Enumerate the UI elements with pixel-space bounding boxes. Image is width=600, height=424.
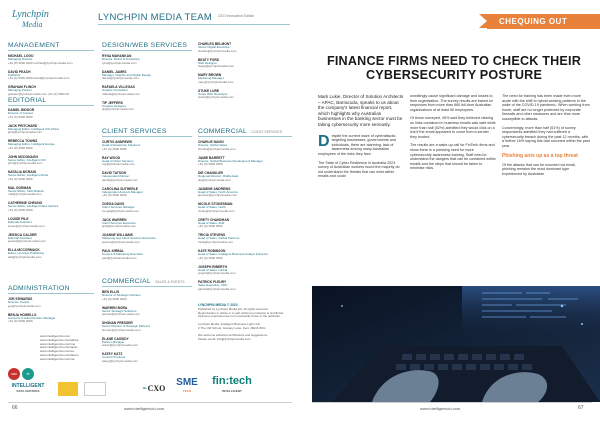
staff-name: WARREN BORA [102,305,128,310]
staff-role: Director, Global Sales [198,143,228,147]
staff-role: Senior Editor, Intelligent Africa [8,173,49,178]
section-heading-design: DESIGN/WEB SERVICES [102,42,192,51]
staff-entry [102,140,192,151]
staff-role: Head of Sales, North America [198,189,238,194]
staff-contact[interactable]: nicole@lynchpinmedia.com [198,208,235,213]
staff-role: Senior Editor, CEO Bulletin [8,188,45,193]
staff-name: NATALIA MCRAIN [8,170,36,175]
staff-role: Content & Marketing Executive [102,252,144,257]
staff-contact[interactable]: charles@lynchpinmedia.com [198,48,237,53]
staff-entry [198,156,292,167]
staff-contact[interactable]: louise@lynchpinmedia.com [8,223,45,228]
purple-brand-logo [84,382,106,396]
staff-entry [102,187,192,198]
staff-role: Managing Director [8,57,33,61]
staff-name: SHONAN FRESSER [102,321,133,326]
article-intro: Mark Lukie, Director of Solution Architects – APAC, Barracuda, speaks to us about the company's latest financial report, which highlights why Australian businesses in the banking sector must be taking cybersecurity more seriously. [318,94,404,127]
staff-role: Web Designer [198,60,217,65]
staff-name: RAY WOOD [102,155,121,160]
staff-role: Senior Editor, Intelligent CIO [8,157,46,162]
staff-role: Managing Partner [8,88,32,93]
staff-role: Marketing Manager [198,76,224,81]
article-paragraph: The results are a wake-up call for FinTech firms and show there is a pressing need for more cybersecurity awareness training. Staff need to understand the dangers that can be contained within emails and the steps that should be taken to minimise risks. [410,143,496,171]
cio-mini-logo: CIO [8,368,20,380]
staff-entry [198,140,292,151]
address-line: Lynchpin Media, Intelligent Business Light Unit [198,321,260,326]
staff-role: Director, Brand & Production [102,57,141,61]
staff-entry [8,155,94,166]
staff-role: Client Services Executive [102,220,136,225]
address-line: Reproduction in whole or in part without permission is prohibited. [198,310,284,315]
article-column-3 [502,94,590,180]
staff-contact[interactable]: stuke@lynchpinmedia.com [198,95,234,100]
staff-contact[interactable]: tricia@lynchpinmedia.com [198,240,234,245]
section-heading-administration: ADMINISTRATION [8,285,94,294]
address-line: We welcome editorial contributions and suggestions. [198,333,268,338]
staff-contact[interactable]: ella@lynchpinmedia.com [8,254,42,259]
staff-contact[interactable]: +61 (0) 3000 0000 [8,319,33,324]
staff-contact[interactable]: +61 (0) 3000 0000 [198,224,223,229]
staff-name: NICOLE STOKESMAN [198,202,233,207]
staff-contact[interactable]: graham@lynchpinmedia.com +61 (0) 0000 00 [8,91,69,96]
staff-entry [102,321,192,332]
staff-entry [8,233,94,244]
staff-role: Accounts & Administration Manager [8,315,56,320]
staff-entry [102,85,192,96]
staff-entry [198,218,292,229]
article-paragraph: The State of Cyber Resilience in Australia 2023 survey of Australian workers found the majority do not understand the threats that can exist within emails and could [318,160,400,179]
staff-entry [198,233,292,244]
web-address-link[interactable]: www.intelligentcio.com/me [40,341,76,346]
staff-name: JOHN MCDONAGH [8,154,38,159]
commercial-client-list [198,140,292,296]
staff-entry [8,108,94,119]
staff-name: RAFAELA VILLEGAS [102,85,135,90]
staff-role: Graphic Consultant [102,88,128,93]
staff-entry [8,248,94,259]
staff-name: TRICIA STEVENS [198,233,226,238]
staff-name: ZOEGA DAVIS [102,202,125,207]
staff-name: GRAHAM FLINCH [8,85,36,90]
staff-name: JOE EDWARDS [8,297,33,301]
staff-name: BEN ELLIS [102,290,120,294]
header-divider [98,24,290,25]
staff-contact[interactable]: shonan@lynchpinmedia.com [102,327,141,332]
staff-name: ELLA MCCORMACK [8,248,40,253]
staff-entry [198,249,292,260]
article-paragraph: The need for training has been made even more acute with the shift to hybrid working patterns in the wake of the COVID-19 pandemic. When working from home, staff are no longer protected by corporate firewalls and other measures and are thus more susceptible to attacks. [502,94,590,121]
staff-contact[interactable]: +61 (0) 3000 0000 [8,114,33,119]
staff-entry [102,70,192,81]
staff-contact[interactable]: ray@lynchpinmedia.com [102,162,135,167]
staff-entry [8,297,94,308]
staff-name: BENJA HOWELLS [8,312,37,317]
staff-entry [102,352,192,363]
staff-name: RYNA MAHANKAN [102,54,132,58]
staff-role: Senior Strategic Solutions [102,308,137,313]
subheading: Phishing ants up as a top threat [502,152,578,159]
commercial-top-list [198,42,292,104]
staff-entry [198,202,292,213]
staff-contact[interactable]: david@lynchpinmedia.com [102,177,138,182]
staff-role: Head of Sales, ANZ [198,220,225,225]
staff-entry [102,290,192,301]
staff-contact[interactable]: joe@lynchpinmedia.com [8,303,41,308]
fintech-logo: fin:tech INTELLIGENT [212,375,252,393]
yellow-brand-logo [58,382,78,396]
staff-entry [198,58,292,69]
staff-contact[interactable]: +61 (0) 3000 0000 [8,145,33,150]
staff-contact[interactable]: charlie@lynchpinmedia.com [198,146,236,151]
lynchpin-logo: Lynchpin Media [12,9,49,29]
page-title: LYNCHPIN MEDIA TEAM [98,12,213,23]
staff-entry [198,265,292,276]
address-line: 2 The Old School, Granary Lane, Kent, ME16 8UG [198,325,266,330]
footer-divider-right [312,402,592,403]
sme-logo: SME TECH [176,377,198,393]
page-number-right: 67 [578,405,584,411]
staff-name: REBECCA TOWNS [8,139,38,144]
staff-contact[interactable]: jessica@lynchpinmedia.com [8,239,46,244]
staff-contact[interactable]: john@lynchpinmedia.com [8,161,43,166]
staff-contact[interactable]: rafaela@lynchpinmedia.com [102,91,140,96]
staff-name: KATE ROBINSON [198,249,226,254]
staff-role: Senior Digital Executive [198,45,230,49]
footer-url: www.intelligentcio.com [124,406,165,411]
drop-cap: D [318,132,330,150]
staff-role: Marketing and Client Services Executive [102,236,156,241]
staff-role: Head of Sales, Global Partners [198,236,240,241]
staff-name: CRETY CHANDHAN [198,217,230,222]
article-paragraph: unwittingly cause significant damage and losses to their organisation. The survey results are based on responses from more than 660 full-time Australian organisations of at least 50 employees. [410,94,493,112]
staff-name: CAROLINA SUTHERLE [102,186,138,191]
staff-entry [102,337,192,348]
staff-entry [198,73,292,84]
article-photo-hands-on-laptop [312,286,600,402]
staff-name: JOSEPH RIBERTH [198,264,227,269]
staff-name: DAVID PEACH [8,69,31,74]
staff-name: PAUL KIRBAL [102,249,125,254]
staff-name: STUKE LURE [198,88,220,93]
staff-name: JOANNE WILLIAMS [102,233,133,238]
staff-entry [102,156,192,167]
staff-entry [8,170,94,181]
staff-entry [8,70,94,81]
staff-name: KATEY KATZ [102,352,123,357]
staff-entry [8,217,94,228]
article-headline: FINANCE FIRMS NEED TO CHECK THEIR CYBERSECURITY POSTURE [326,54,582,82]
staff-role: Sales Executive, CEO [198,283,228,288]
web-address-link[interactable]: www.intelligentcio.com/na [40,356,75,361]
staff-contact[interactable]: katey@lynchpinmedia.com [102,358,138,363]
staff-contact[interactable]: +61 (0) 3000 0000 michael@lynchpinmedia.com [8,60,73,65]
section-heading-client-services: CLIENT SERVICES [102,128,192,137]
staff-role: Head of Sales, North [198,205,226,210]
staff-role: Publisher [8,72,21,77]
article-paragraph: Of those surveyed, 40% said they believed clicking on links contained in business emails was safe while more than half (52%) admitted they would click on a link if the email appeared to come from a sender they trusted. [410,116,496,139]
staff-contact[interactable]: +61 (0) 3000 0000 david@lynchpinmedia.com [8,76,70,81]
staff-name: JACK WARREN [102,217,127,222]
staff-entry [102,233,192,244]
staff-entry [198,171,292,182]
section-heading-editorial: EDITORIAL [8,97,94,106]
staff-entry [8,124,94,135]
staff-name: DANIEL JAMES [102,69,127,74]
staff-contact[interactable]: tip@lynchpinmedia.com [102,107,134,112]
staff-entry [102,249,192,260]
grey-brand-logo [110,382,138,396]
staff-role: Client Services Manager [102,205,135,210]
staff-entry [102,306,192,317]
staff-contact[interactable]: jack@lynchpinmedia.com [102,224,137,229]
staff-role: Director of Content [8,111,34,115]
staff-contact[interactable]: joseph@lynchpinmedia.com [198,271,236,276]
client-services-list [102,140,192,265]
staff-role: Director of Strategic Partners [102,293,141,297]
staff-name: MICHAEL LOGO [8,54,34,58]
article-paragraph: Of the attacks that can be mounted via email, phishing remains the most dominant type experienced by Australian [502,162,576,176]
staff-entry [198,42,292,53]
web-addresses [40,335,100,362]
staff-role: Head of Sales, Global [198,267,228,272]
staff-role: Head of Enterprise Solutions [102,143,141,147]
staff-entry [102,171,192,182]
it-mini-logo: IT [22,368,34,380]
staff-name: LOUISE PILE [8,217,29,222]
staff-contact[interactable]: beaty@lynchpinmedia.com [198,64,235,69]
staff-entry [102,218,192,229]
staff-entry [8,85,94,96]
staff-role: Creative Designer [102,103,127,108]
staff-role: Director, Global Business Development Manager [198,158,263,163]
page-number: 66 [12,405,18,411]
staff-role: Head of Client Services [102,158,134,163]
staff-name: PATRICK FLEURY [198,280,227,285]
staff-contact[interactable]: patrick@lynchpinmedia.com [198,286,236,291]
staff-role: Independent Partner [102,174,130,179]
publication-note: CEO Innovation Edition [218,14,255,18]
staff-name: JASMINE ANDREWS [198,186,231,191]
staff-name: JESSICA CALDER [8,232,37,237]
staff-role: Editor, Lynchpin Publishing [8,251,44,256]
section-ribbon: CHEQUING OUT [487,14,600,29]
publisher-address: LYNCHPIN MEDIA © 2023 Published by Lynchpin Media Ltd. All rights reserved. Reproduction in whole or in part without permission is prohibited. Opinions expressed are not necessarily those of the publisher. Lynchpin Media, Intelligent Business Light Unit 2 The Old School, Granary Lane, Kent, ME16 8UG We welcome editorial contributions and suggestions. Please email: info@lynchpinmedia.com [198,304,292,342]
web-address-link[interactable]: www.intelligentcio.com/eu [40,349,75,354]
staff-contact[interactable]: jack@lynchpinmedia.com [8,130,43,135]
editorial-list [8,108,94,264]
staff-name: JACK PRITCHARD [8,123,38,128]
address-line: Please email: info@lynchpinmedia.com [198,337,251,342]
staff-name: MAL GORMAN [8,185,32,190]
web-address-link[interactable]: www.intelligentcio.com/latam [40,352,79,357]
article-column-1 [318,94,404,183]
staff-contact[interactable]: die@lynchpinmedia.com [198,177,231,182]
web-address-link[interactable]: www.intelligentcio.com [40,334,71,338]
design-list [102,54,192,116]
staff-entry [8,186,94,197]
staff-contact[interactable]: elane@lynchpinmedia.com [102,343,139,348]
staff-name: CURTIS ANDREWS [102,140,133,144]
staff-contact[interactable]: +61 (0) 3000 0000 [102,193,127,198]
staff-role: Editorial Assistant [8,220,32,225]
staff-entry [198,280,292,291]
article-paragraph: Concerningly, more than half (51%) of survey respondents admitted they had suffered a cybersecurity breach during the past 12 months, with a further 16% saying this had occurred within the past year. [502,125,590,148]
staff-contact[interactable]: mary@lynchpinmedia.com [198,79,234,84]
staff-role: Senior Editor, Intelligent Data Centres [8,204,59,209]
staff-name: DAVID TATSON [102,171,126,176]
staff-entry [8,54,94,65]
staff-name: DIE CHANDLER [198,171,223,176]
staff-contact[interactable]: mal@lynchpinmedia.com [8,192,42,197]
staff-contact[interactable]: +61 (0) 3000 0000 [198,162,223,167]
staff-entry [8,139,94,150]
staff-role: Managing Editor, Intelligent Europe [8,142,55,147]
staff-role: Content Producer [102,355,126,360]
staff-role: Editorial Assistant [8,235,32,240]
section-heading-management: MANAGEMENT [8,42,94,51]
staff-name: TIP JEFFERS [102,100,123,105]
staff-entry [198,89,292,100]
staff-role: Managing Editor, Intelligent CIO Africa [8,126,59,131]
staff-entry [8,201,94,212]
staff-contact[interactable]: +61 (0) 3000 0000 [102,296,127,301]
section-heading-commercial-sales: COMMERCIAL SALES & EVENTS [102,278,192,287]
staff-contact[interactable]: +61 (0) 3000 0000 [102,146,127,151]
staff-role: Director, People [8,300,30,304]
laptop-illustration [312,286,600,402]
staff-name: ELANE CASSIDY [102,336,129,341]
staff-role: Regional Director, Middle East [198,174,239,179]
staff-contact[interactable]: joanne@lynchpinmedia.com [102,240,140,245]
brand-logos-strip [8,368,293,402]
staff-name: CATHERINE CHEUNG [8,201,43,206]
staff-role: Manager, Graphic and Digital Design [102,72,152,77]
staff-role: Partner Manager [102,339,125,344]
staff-contact[interactable]: +61 (0) 3000 0000 [8,176,33,181]
article-paragraph: Despite the current wave of cyberattacks targeting businesses, governments and individuals, there are alarming, lack of awareness among many Australian employees of the risks they face. [318,132,396,156]
commercial-sales-list [102,290,192,368]
staff-name: MARY BROWN [198,73,222,78]
staff-contact[interactable]: zoega@lynchpinmedia.com [102,208,139,213]
staff-role: Independent Account Manager [102,189,143,194]
section-heading-commercial-client: COMMERCIAL CLIENT SERVICES [198,128,292,137]
management-list [8,54,94,101]
staff-entry [102,202,192,213]
staff-name: JAMIE BARRETT [198,155,225,160]
address-line: Published by Lynchpin Media Ltd. All rights reserved. [198,306,269,311]
staff-name: DANIEL BIDDOR [8,108,35,112]
staff-contact[interactable]: ryna@lynchpinmedia.com [102,60,137,65]
staff-contact[interactable]: jasmine@lynchpinmedia.com [198,193,238,198]
staff-role: Junior Web Developer [198,91,228,96]
footer-divider [8,402,292,403]
staff-name: CHARLES BELMONT [198,42,232,46]
staff-contact[interactable]: warren@lynchpinmedia.com [102,312,140,317]
staff-entry [102,101,192,112]
administration-list [8,297,94,328]
staff-role: Head of Sales, Intelligent Business Analyst & Events [198,252,268,257]
intelligent-logo: INTELLIGENT DATA CENTRES [11,383,45,393]
staff-name: CHARLIE NAVIN [198,140,224,144]
footer-url-right: www.intelligentcio.com [420,406,461,411]
cxo-logo: the CXO [142,383,166,393]
staff-contact[interactable]: +61 (0) 3000 0000 [198,255,223,260]
web-address-link[interactable]: www.intelligentcio.com/apac [40,345,78,350]
address-line: Opinions expressed are not necessarily those of the publisher. [198,314,281,319]
staff-contact[interactable]: paul@lynchpinmedia.com [102,255,137,260]
staff-name: BEATY FORD [198,57,220,62]
staff-contact[interactable]: +61 (0) 3000 0000 [8,208,33,213]
staff-contact[interactable]: daniel@lynchpinmedia.com [102,76,139,81]
staff-entry [102,54,192,65]
staff-entry [198,187,292,198]
staff-entry [8,313,94,324]
web-address-link[interactable]: www.intelligentcio.com/africa [40,337,79,342]
article-column-2 [410,94,496,175]
staff-role: Senior Director of Strategic Partners [102,324,151,329]
